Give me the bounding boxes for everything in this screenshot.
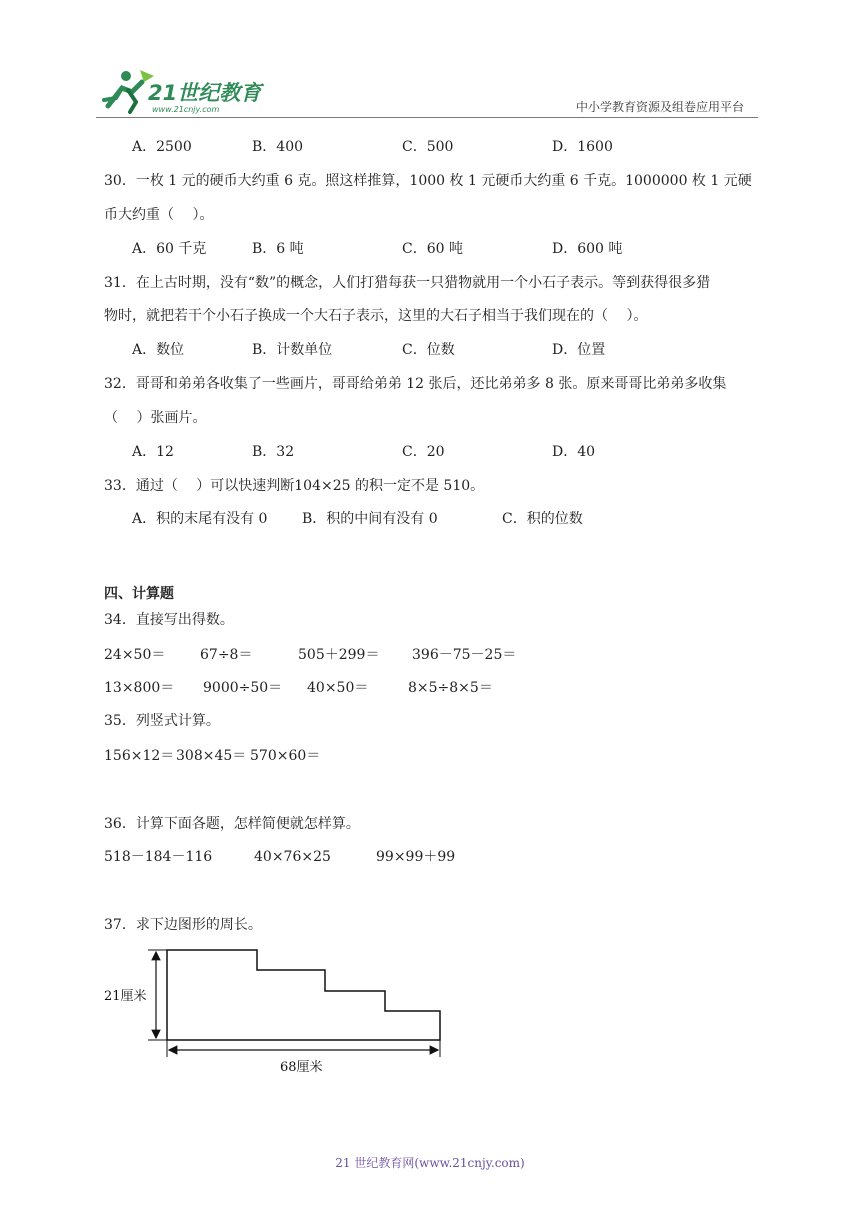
q32-line2: （ ）张画片。	[104, 410, 207, 426]
q33-option-a: A．积的末尾有没有 0	[132, 511, 268, 527]
q29-option-b: B．400	[252, 139, 304, 155]
runner-icon	[104, 70, 154, 112]
q34-item: 13×800＝	[104, 680, 175, 696]
q34-item: 67÷8＝	[200, 647, 253, 663]
q36-item: 40×76×25	[254, 849, 331, 865]
q30-option-d: D．600 吨	[552, 241, 623, 257]
q31-line1: 31．在上古时期，没有“数”的概念，人们打猎每获一只猎物就用一个小石子表示。等到获得很多猎	[104, 275, 711, 291]
header-platform-text: 中小学教育资源及组卷应用平台	[576, 100, 745, 114]
q29-option-d: D．1600	[552, 139, 613, 155]
q35-item: 570×60＝	[250, 748, 321, 764]
q32-option-b: B．32	[252, 444, 295, 460]
footer-text: 21 世纪教育网(www.21cnjy.com)	[335, 1156, 525, 1170]
q31-option-b: B．计数单位	[252, 342, 333, 358]
q35-item: 156×12＝	[104, 748, 175, 764]
logo-url: www.21cnjy.com	[152, 105, 220, 114]
height-label: 21厘米	[104, 989, 147, 1004]
logo-text: 21世纪教育	[148, 81, 262, 105]
q30-line1: 30．一枚 1 元的硬币大约重 6 克。照这样推算，1000 枚 1 元硬币大约重 6 千克。1000000 枚 1 元硬	[104, 173, 752, 189]
section-title: 四、计算题	[104, 586, 174, 602]
q30-option-b: B．6 吨	[252, 241, 304, 257]
header-divider	[96, 117, 758, 118]
q34-item: 505＋299＝	[298, 647, 380, 663]
staircase-figure	[100, 945, 460, 1085]
q34-item: 40×50＝	[307, 680, 369, 696]
q32-line1: 32．哥哥和弟弟各收集了一些画片，哥哥给弟弟 12 张后，还比弟弟多 8 张。原来哥哥比弟弟多收集	[104, 376, 727, 392]
q34-item: 8×5÷8×5＝	[408, 680, 493, 696]
q32-option-d: D．40	[552, 444, 596, 460]
q35-title: 35．列竖式计算。	[104, 713, 220, 729]
q31-line2: 物时，就把若干个小石子换成一个大石子表示，这里的大石子相当于我们现在的（ ）。	[104, 308, 648, 324]
q32-option-a: A．12	[132, 444, 174, 460]
q36-title: 36．计算下面各题，怎样简便就怎样算。	[104, 816, 360, 832]
q33-option-b: B．积的中间有没有 0	[302, 511, 438, 527]
q32-option-c: C．20	[402, 444, 445, 460]
q34-item: 396－75－25＝	[412, 647, 517, 663]
q36-item: 518－184－116	[104, 849, 213, 865]
q31-option-a: A．数位	[132, 342, 185, 358]
q33-line1: 33．通过（ ）可以快速判断104×25 的积一定不是 510。	[104, 478, 485, 494]
q29-option-a: A．2500	[132, 139, 192, 155]
q31-option-d: D．位置	[552, 342, 606, 358]
q37-title: 37．求下边图形的周长。	[104, 917, 262, 933]
q30-option-a: A．60 千克	[132, 241, 207, 257]
q30-line2: 币大约重（ ）。	[104, 207, 214, 223]
staircase-outline	[167, 950, 440, 1040]
q36-item: 99×99＋99	[376, 849, 456, 865]
q29-option-c: C．500	[402, 139, 454, 155]
q31-option-c: C．位数	[402, 342, 455, 358]
q34-item: 24×50＝	[104, 647, 166, 663]
q34-title: 34．直接写出得数。	[104, 612, 234, 628]
logo	[96, 66, 266, 118]
q34-item: 9000÷50＝	[203, 680, 283, 696]
width-label: 68厘米	[280, 1060, 323, 1075]
q35-item: 308×45＝	[176, 748, 247, 764]
q30-option-c: C．60 吨	[402, 241, 463, 257]
q33-option-c: C．积的位数	[502, 511, 583, 527]
